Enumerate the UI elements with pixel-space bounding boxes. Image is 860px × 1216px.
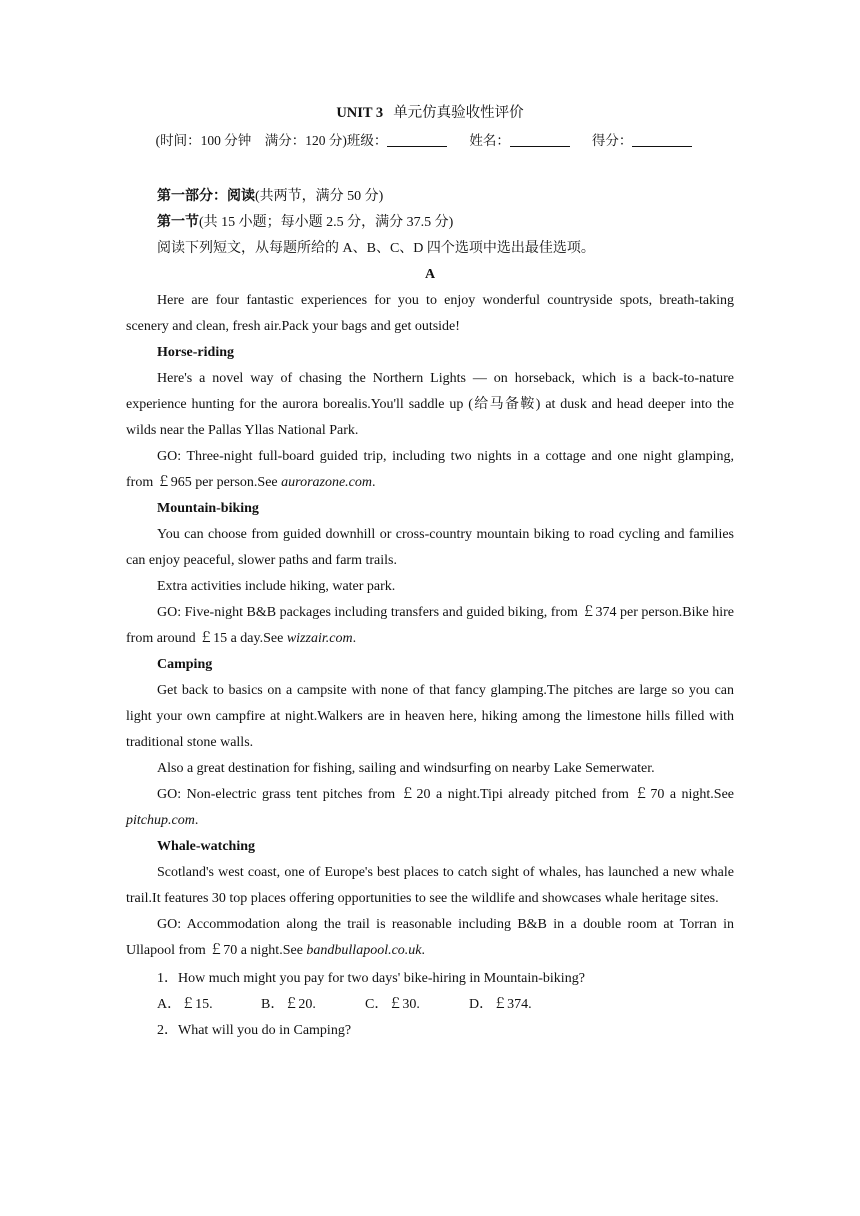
section-heading-mountain-biking: Mountain-biking (157, 501, 259, 516)
section-para: Extra activities include hiking, water park. (157, 579, 396, 594)
section-para: Here's a novel way of chasing the Northern Lights — on horseback, which is a back-to-nature experience hunting for the aurora borealis.You'll saddle up (给马备鞍) at dusk and head deeper into the wilds near the Pallas Yllas National Park. (126, 371, 734, 438)
class-blank (387, 132, 447, 147)
meta-time-class: (时间：100 分钟 满分：120 分)班级： (155, 133, 388, 148)
website-link: wizzair.com (286, 631, 353, 646)
section-para: Scotland's west coast, one of Europe's best places to catch sight of whales, has launched a new whale trail.It features 30 top places offering opportunities to see the wildlife and showcases whale heritage sites. (126, 865, 734, 906)
question-1-options (126, 992, 734, 1018)
website-link: aurorazone.com (281, 475, 373, 490)
instruction: 阅读下列短文，从每题所给的 A、B、C、D 四个选项中选出最佳选项。 (157, 241, 595, 256)
section-para: Also a great destination for fishing, sailing and windsurfing on nearby Lake Semerwater. (157, 761, 655, 776)
website-link: pitchup.com (126, 813, 195, 828)
score-blank (632, 132, 692, 147)
page-title (126, 100, 734, 126)
name-blank (510, 132, 570, 147)
exam-meta (126, 128, 734, 154)
meta-name: 姓名： (469, 133, 510, 148)
section-heading-camping: Camping (157, 657, 213, 672)
option-d: D．￡374. (469, 997, 532, 1012)
meta-score: 得分： (591, 133, 633, 148)
website-link: bandbullapool.co.uk (306, 943, 422, 958)
section1-title: 第一节(共 15 小题；每小题 2.5 分，满分 37.5 分) (157, 215, 454, 230)
section-go: GO: Accommodation along the trail is reasonable including B&B in a double room at Torran in Ullapool from ￡70 a night.See bandbullapool.co.uk. (126, 917, 734, 958)
section-para: Get back to basics on a campsite with none of that fancy glamping.The pitches are large so you can light your own campfire at night.Walkers are in heaven here, hiking among the limestone hills filled with traditional stone walls. (126, 683, 734, 750)
passage-intro: Here are four fantastic experiences for you to enjoy wonderful countryside spots, breath-taking scenery and clean, fresh air.Pack your bags and get outside! (126, 293, 734, 334)
option-c: C．￡30. (365, 997, 420, 1012)
question-2-stem: 2．What will you do in Camping? (157, 1023, 352, 1038)
section-go: GO: Five-night B&B packages including transfers and guided biking, from ￡374 per person.Bike hire from around ￡15 a day.See wizzair.com. (126, 605, 734, 646)
option-b: B．￡20. (261, 997, 316, 1012)
section-heading-whale-watching: Whale-watching (157, 839, 255, 854)
part1-title: 第一部分：阅读(共两节，满分 50 分) (157, 189, 384, 204)
exam-page (126, 100, 734, 1044)
unit-label: UNIT 3 (336, 105, 384, 121)
passage-label: A (424, 267, 436, 282)
section-go: GO: Non-electric grass tent pitches from ￡20 a night.Tipi already pitched from ￡70 a night.See pitchup.com. (126, 787, 734, 828)
section-heading-horse-riding: Horse-riding (157, 345, 234, 360)
section-para: You can choose from guided downhill or cross-country mountain biking to road cycling and families can enjoy peaceful, slower paths and farm trails. (126, 527, 734, 568)
option-a: A．￡15. (157, 997, 213, 1012)
section-go: GO: Three-night full-board guided trip, including two nights in a cottage and one night glamping, from ￡965 per person.See aurorazone.com. (126, 449, 734, 490)
title-cn: 单元仿真验收性评价 (393, 105, 524, 121)
question-1-stem: 1．How much might you pay for two days' bike-hiring in Mountain-biking? (157, 971, 585, 986)
